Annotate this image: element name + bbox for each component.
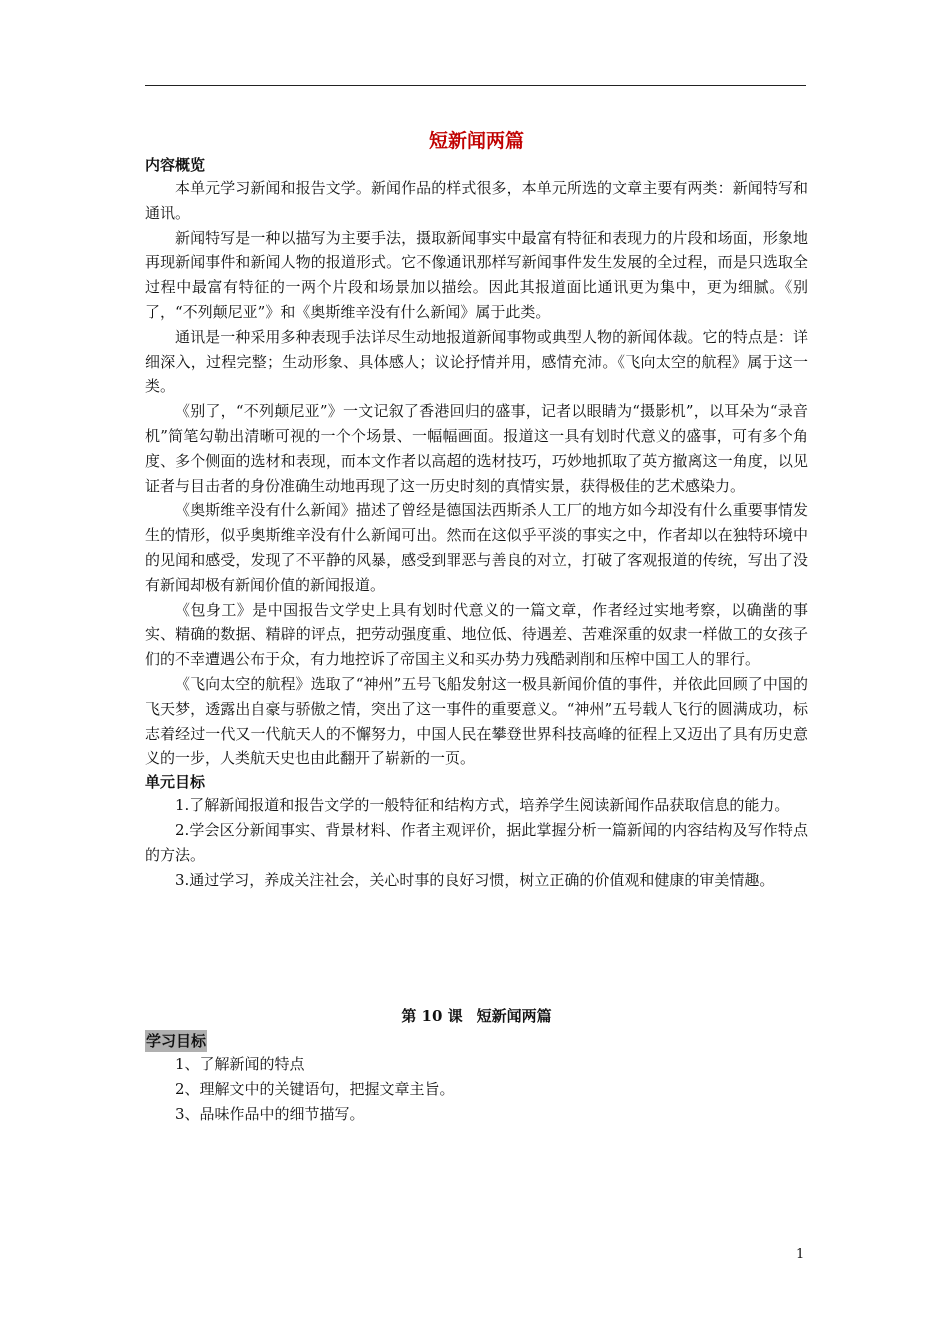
unit-goal-item: 1.了解新闻报道和报告文学的一般特征和结构方式，培养学生阅读新闻作品获取信息的能力。 [175, 796, 790, 815]
overview-paragraph: 《包身工》是中国报告文学史上具有划时代意义的一篇文章，作者经过实地考察，以确凿的事实、精确的数据、精辟的评点，把劳动强度重、地位低、待遇差、苦难深重的奴隶一样做工的女孩子们的不幸遭遇公布于众，有力地控诉了帝国主义和买办势力残酷剥削和压榨中国工人的罪行。 [145, 600, 808, 669]
unit-goals-heading: 单元目标 [145, 773, 206, 792]
header-rule [145, 85, 806, 86]
overview-paragraph: 《飞向太空的航程》选取了“神州”五号飞船发射这一极具新闻价值的事件，并依此回顾了中国的飞天梦，透露出自豪与骄傲之情，突出了这一事件的重要意义。“神州”五号载人飞行的圆满成功，标志着经过一代又一代航天人的不懈努力，中国人民在攀登世界科技高峰的征程上又迈出了具有历史意义的一步，人类航天史也由此翻开了崭新的一页。 [145, 674, 808, 768]
unit-goals-section [145, 793, 808, 892]
learning-goals-heading-row [145, 1030, 808, 1052]
overview-heading: 内容概览 [145, 156, 206, 174]
overview-paragraph: 《别了，“不列颠尼亚”》一文记叙了香港回归的盛事，记者以眼睛为“摄影机”，以耳朵为“录音机”简笔勾勒出清晰可视的一个个场景、一幅幅画面。报道这一具有划时代意义的盛事，可有多个角度、多个侧面的选材和表现，而本文作者以高超的选材技巧，巧妙地抓取了英方撤离这一角度，以见证者与目击者的身份准确生动地再现了这一历史时刻的真情实景，获得极佳的艺术感染力。 [145, 402, 808, 495]
page-title: 短新闻两篇 [428, 130, 524, 152]
learning-goal-item: 2、理解文中的关键语句，把握文章主旨。 [175, 1080, 455, 1099]
section-spacer [145, 892, 808, 1004]
lesson-heading [145, 1004, 808, 1028]
learning-goal-item: 1、了解新闻的特点 [175, 1055, 305, 1074]
unit-goal-item: 3.通过学习，养成关注社会，关心时事的良好习惯，树立正确的价值观和健康的审美情趣。 [175, 870, 775, 889]
lesson-title: 短新闻两篇 [476, 1007, 552, 1026]
learning-goal-item: 3、品味作品中的细节描写。 [175, 1105, 365, 1124]
overview-section [145, 176, 808, 771]
overview-paragraph: 新闻特写是一种以描写为主要手法，摄取新闻事实中最富有特征和表现力的片段和场面，形象地再现新闻事件和新闻人物的报道形式。它不像通讯那样写新闻事件发生发展的全过程，而是只选取全过程中最富有特征的一两个片段和场景加以描绘。因此其报道面比通讯更为集中，更为细腻。《别了，“不列颠尼亚”》和《奥斯维辛没有什么新闻》属于此类。 [145, 228, 808, 321]
overview-paragraph: 通讯是一种采用多种表现手法详尽生动地报道新闻事物或典型人物的新闻体裁。它的特点是：详细深入，过程完整；生动形象、具体感人；议论抒情并用，感情充沛。《飞向太空的航程》属于这一类。 [145, 327, 808, 396]
unit-goal-item: 2.学会区分新闻事实、背景材料、作者主观评价，据此掌握分析一篇新闻的内容结构及写作特点的方法。 [145, 820, 808, 864]
learning-goals-list [145, 1052, 808, 1127]
overview-paragraph: 《奥斯维辛没有什么新闻》描述了曾经是德国法西斯杀人工厂的地方如今却没有什么重要事情发生的情形，似乎奥斯维辛没有什么新闻可出。然而在这似乎平淡的事实之中，作者却以在独特环境中的见闻和感受，发现了不平静的风暴，感受到罪恶与善良的对立，打破了客观报道的传统，写出了没有新闻却极有新闻价值的新闻报道。 [145, 501, 808, 594]
learning-goals-heading: 学习目标 [146, 1032, 207, 1051]
lesson-number: 第 10 课 [401, 1007, 463, 1026]
page-number: 1 [796, 1247, 805, 1262]
overview-paragraph: 本单元学习新闻和报告文学。新闻作品的样式很多，本单元所选的文章主要有两类：新闻特写和通讯。 [145, 179, 808, 222]
page-content [145, 128, 808, 1127]
